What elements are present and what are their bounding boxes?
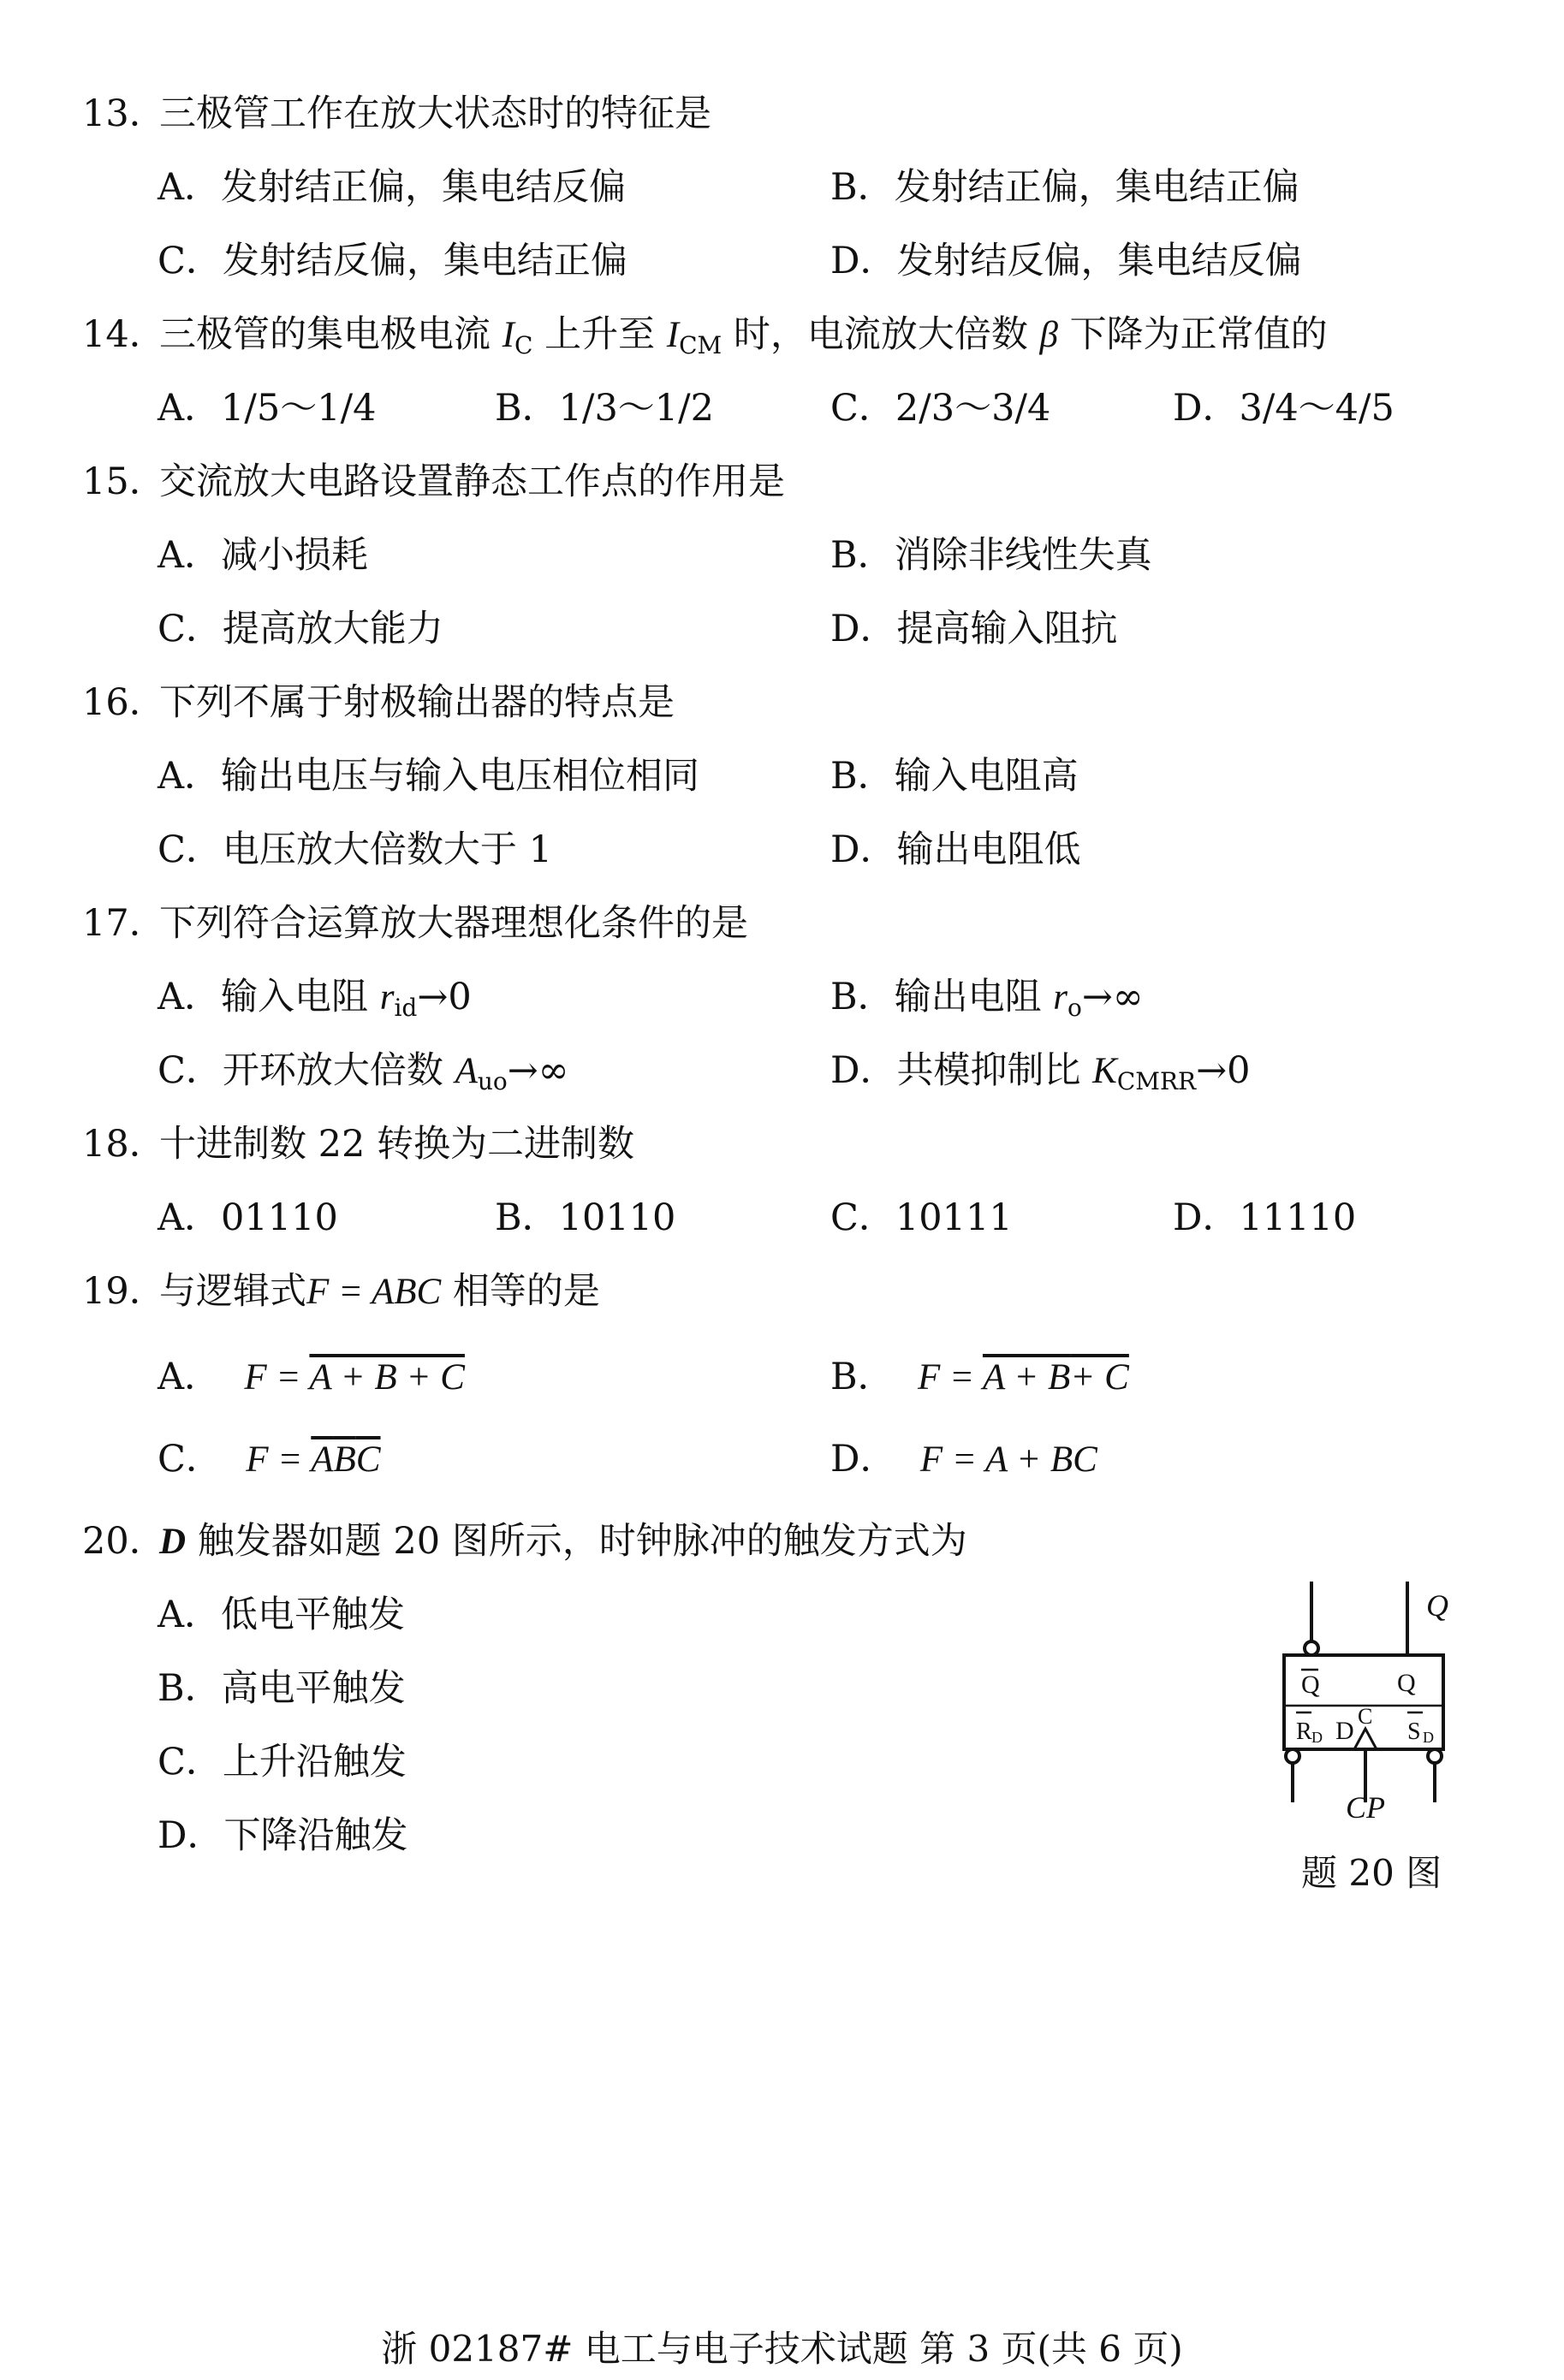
question-stem: 与逻辑式F = ABC 相等的是 <box>159 1270 600 1313</box>
option-b: B．发射结正偏，集电结正偏 <box>830 166 1299 209</box>
option-a: A．1/5～1/4 <box>158 387 377 430</box>
option-d: D．共模抑制比 $K_{CMRR}\to 0$ <box>830 1049 1251 1095</box>
question-stem: D 触发器如题 20 图所示，时钟脉冲的触发方式为 <box>159 1520 967 1563</box>
question-stem: 下列符合运算放大器理想化条件的是 <box>159 902 748 945</box>
question-stem: 下列不属于射极输出器的特点是 <box>159 681 675 724</box>
option-d: D．11110 <box>1173 1196 1357 1239</box>
option-c: C．10111 <box>830 1196 1013 1239</box>
option-b: B．1/3～1/2 <box>495 387 715 430</box>
question-number: 15． <box>82 460 166 503</box>
option-b: B．高电平触发 <box>158 1667 406 1710</box>
label-sd-sub: D <box>1423 1729 1434 1746</box>
question-number: 20． <box>82 1520 166 1563</box>
option-a: A．减小损耗 <box>158 534 369 577</box>
option-c: C． $F = \overline{A}\overline{B}\overline{C}$ <box>158 1438 381 1481</box>
label-q-inner: Q <box>1397 1669 1416 1697</box>
option-d: D． F = A + BC <box>830 1438 1097 1481</box>
option-d: D．发射结反偏，集电结反偏 <box>830 240 1302 282</box>
question-number: 16． <box>82 681 166 724</box>
sd-bubble <box>1428 1749 1442 1763</box>
label-rd-sub: D <box>1311 1729 1323 1746</box>
option-b: B．消除非线性失真 <box>830 534 1152 577</box>
figure-caption: 题 20 图 <box>1301 1852 1442 1894</box>
label-q-output: Q <box>1426 1588 1448 1623</box>
question-stem: 十进制数 22 转换为二进制数 <box>159 1123 635 1166</box>
option-a: A． F = A + B + C <box>158 1356 465 1398</box>
label-d: D <box>1335 1717 1354 1745</box>
option-a: A．发射结正偏，集电结反偏 <box>158 166 627 209</box>
label-qbar: Q <box>1301 1671 1320 1699</box>
option-a: A．01110 <box>158 1196 338 1239</box>
option-d: D．提高输入阻抗 <box>830 608 1118 650</box>
option-a: A．输出电压与输入电压相位相同 <box>158 755 700 798</box>
option-c: C．上升沿触发 <box>158 1741 407 1784</box>
rd-bubble <box>1286 1749 1299 1763</box>
option-b: B．输入电阻高 <box>830 755 1079 798</box>
option-b: B．10110 <box>495 1196 676 1239</box>
question-number: 13． <box>82 92 166 135</box>
question-stem: 三极管工作在放大状态时的特征是 <box>159 92 711 135</box>
option-c: C．电压放大倍数大于 1 <box>158 828 552 871</box>
d-flip-flop-diagram <box>1267 1582 1490 1821</box>
label-sd: S <box>1407 1718 1421 1745</box>
label-c: C <box>1358 1704 1373 1729</box>
option-b: B． F = A + B+ C <box>830 1356 1129 1398</box>
question-stem: 交流放大电路设置静态工作点的作用是 <box>159 460 785 503</box>
option-c: C．2/3～3/4 <box>830 387 1051 430</box>
question-number: 14． <box>82 313 166 356</box>
question-number: 19． <box>82 1270 166 1313</box>
question-stem: 三极管的集电极电流 $I_C$ 上升至 $I_{CM}$ 时，电流放大倍数 β 下降为正常值的 <box>159 313 1328 359</box>
page-footer: 浙 02187# 电工与电子技术试题 第 3 页(共 6 页) <box>381 2328 1183 2370</box>
option-b: B．输出电阻 $r_o\to\infty$ <box>830 976 1144 1022</box>
question-number: 17． <box>82 902 166 945</box>
option-a: A．低电平触发 <box>158 1594 406 1636</box>
option-c: C．发射结反偏，集电结正偏 <box>158 240 627 282</box>
option-a: A．输入电阻 $r_{id}\to 0$ <box>158 976 472 1022</box>
option-c: C．开环放大倍数 $A_{uo}\to\infty$ <box>158 1049 569 1095</box>
option-d: D．输出电阻低 <box>830 828 1081 871</box>
option-c: C．提高放大能力 <box>158 608 443 650</box>
label-rd: R <box>1296 1718 1312 1745</box>
qbar-bubble <box>1305 1641 1318 1655</box>
question-number: 18． <box>82 1123 166 1166</box>
option-d: D．3/4～4/5 <box>1173 387 1395 430</box>
label-cp: CP <box>1346 1790 1386 1821</box>
option-d: D．下降沿触发 <box>158 1814 408 1857</box>
